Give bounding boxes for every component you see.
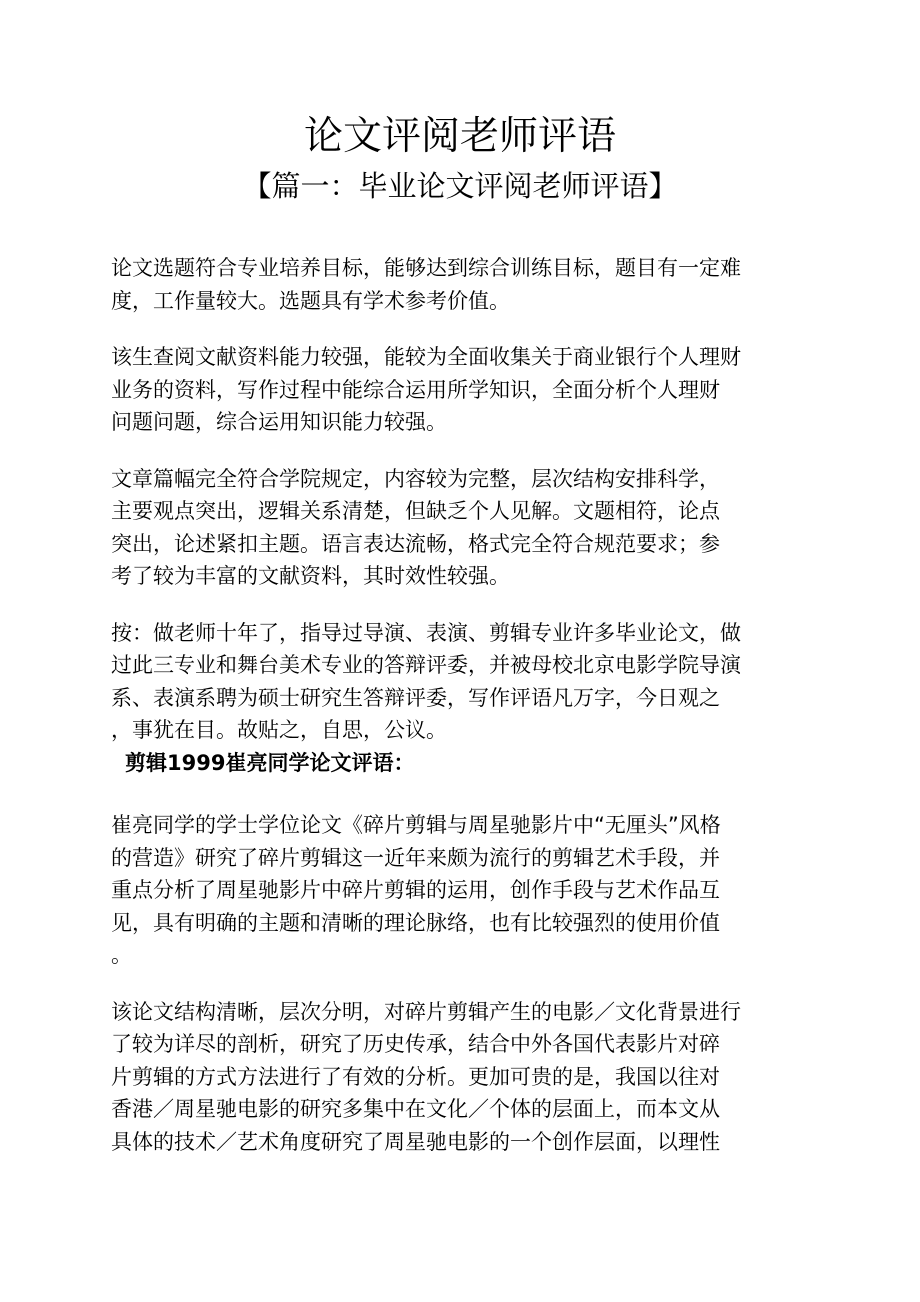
paragraph-line: 过此三专业和舞台美术专业的答辩评委，并被母校北京电影学院导演 [111,653,741,677]
document-body [111,252,811,1182]
paragraph [111,252,811,317]
paragraph-line: 崔亮同学的学士学位论文《碎片剪辑与周星驰影片中“无厘头”风格 [111,813,721,837]
paragraph-line: 主要观点突出，逻辑关系清楚，但缺乏个人见解。文题相符，论点 [111,499,720,523]
document-subtitle: 【篇一：毕业论文评阅老师评语】 [242,169,678,203]
paragraph-line: 片剪辑的方式方法进行了有效的分析。更加可贵的是，我国以往对 [111,1064,720,1089]
paragraph-line: 系、表演系聘为硕士研究生答辩评委，写作评语凡万字，今日观之 [111,685,720,710]
paragraph-group-1 [111,252,811,747]
paragraph-line: ，事犹在目。故贴之，自思，公议。 [111,718,447,742]
paragraph-line: 具体的技术／艺术角度研究了周星驰电影的一个创作层面，以理性 [111,1129,720,1154]
paragraph-line: 按：做老师十年了，指导过导演、表演、剪辑专业许多毕业论文，做 [111,620,741,645]
paragraph-line: 。 [111,943,132,967]
paragraph-line: 突出，论述紧扣主题。语言表达流畅，格式完全符合规范要求；参 [111,531,720,556]
paragraph-line: 香港／周星驰电影的研究多集中在文化／个体的层面上，而本文从 [111,1097,720,1121]
paragraph-line: 见，具有明确的主题和清晰的理论脉络，也有比较强烈的使用价值 [111,910,720,935]
paragraph-line: 的营造》研究了碎片剪辑这一近年来颇为流行的剪辑艺术手段，并 [111,845,720,870]
section-heading: 剪辑1999崔亮同学论文评语： [125,750,415,775]
paragraph-line: 度，工作量较大。选题具有学术参考价值。 [111,288,510,313]
paragraph-line: 文章篇幅完全符合学院规定，内容较为完整，层次结构安排科学， [111,466,720,491]
paragraph-line: 该论文结构清晰，层次分明，对碎片剪辑产生的电影／文化背景进行 [111,999,741,1024]
paragraph [111,617,811,747]
document-title: 论文评阅老师评语 [303,114,616,159]
paragraph [111,809,811,972]
paragraph-line: 了较为详尽的剖析，研究了历史传承，结合中外各国代表影片对碎 [111,1032,720,1056]
paragraph-line: 考了较为丰富的文献资料，其时效性较强。 [111,564,510,588]
paragraph-line: 问题问题，综合运用知识能力较强。 [111,410,447,434]
paragraph-line: 论文选题符合专业培养目标，能够达到综合训练目标，题目有一定难 [111,256,741,280]
paragraph [111,996,811,1159]
paragraph-group-2 [111,809,811,1158]
paragraph-line: 业务的资料，写作过程中能综合运用所学知识，全面分析个人理财 [111,377,720,402]
paragraph [111,463,811,593]
paragraph [111,341,811,439]
paragraph-line: 该生查阅文献资料能力较强，能较为全面收集关于商业银行个人理财 [111,345,741,369]
paragraph-line: 重点分析了周星驰影片中碎片剪辑的运用，创作手段与艺术作品互 [111,878,720,902]
